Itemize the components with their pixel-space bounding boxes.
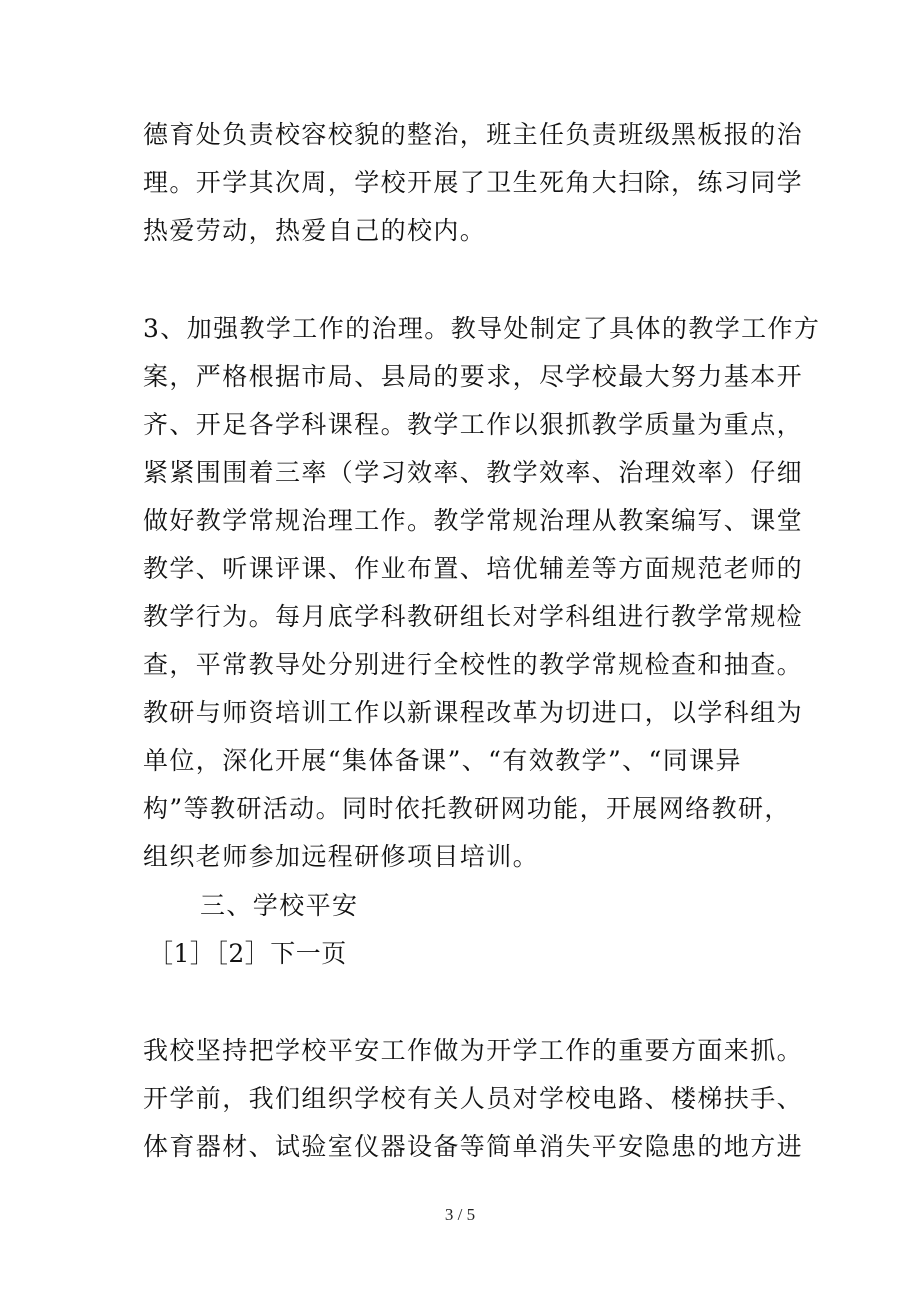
text-line: 理。开学其次周，学校开展了卫生死角大扫除，练习同学 [143,168,804,197]
text-line: 案，严格根据市局、县局的要求，尽学校最大努力基本开 [143,362,804,391]
text-line: 查，平常教导处分别进行全校性的教学常规检查和抽查。 [143,650,804,679]
text-line: 构”等教研活动。同时依托教研网功能，开展网络教研， [143,794,791,823]
text-line: 我校坚持把学校平安工作做为开学工作的重要方面来抓。 [143,1036,804,1065]
text-line: 德育处负责校容校貌的整治，班主任负责班级黑板报的治 [143,120,804,149]
text-line: 教研与师资培训工作以新课程改革为切进口，以学科组为 [143,698,804,727]
pagination-links[interactable]: ［1］［2］下一页 [148,939,347,968]
text-line: 体育器材、试验室仪器设备等简单消失平安隐患的地方进 [143,1132,804,1161]
text-line: 齐、开足各学科课程。教学工作以狠抓教学质量为重点， [143,410,804,439]
text-line: 紧紧围围着三率（学习效率、教学效率、治理效率）仔细 [143,458,804,487]
page-indicator: 3 / 5 [444,1205,476,1224]
text-line: 单位，深化开展“集体备课”、“有效教学”、“同课异 [143,746,742,775]
text-line: 3、加强教学工作的治理。教导处制定了具体的教学工作方 [143,314,821,343]
text-line: 热爱劳动，热爱自己的校内。 [143,216,487,245]
text-line: 教学、听课评课、作业布置、培优辅差等方面规范老师的 [143,554,804,583]
text-line: 教学行为。每月底学科教研组长对学科组进行教学常规检 [143,602,804,631]
section-heading: 三、学校平安 [200,891,359,920]
text-line: 做好教学常规治理工作。教学常规治理从教案编写、课堂 [143,506,804,535]
text-line: 开学前，我们组织学校有关人员对学校电路、楼梯扶手、 [143,1084,804,1113]
text-line: 组织老师参加远程研修项目培训。 [143,842,540,871]
